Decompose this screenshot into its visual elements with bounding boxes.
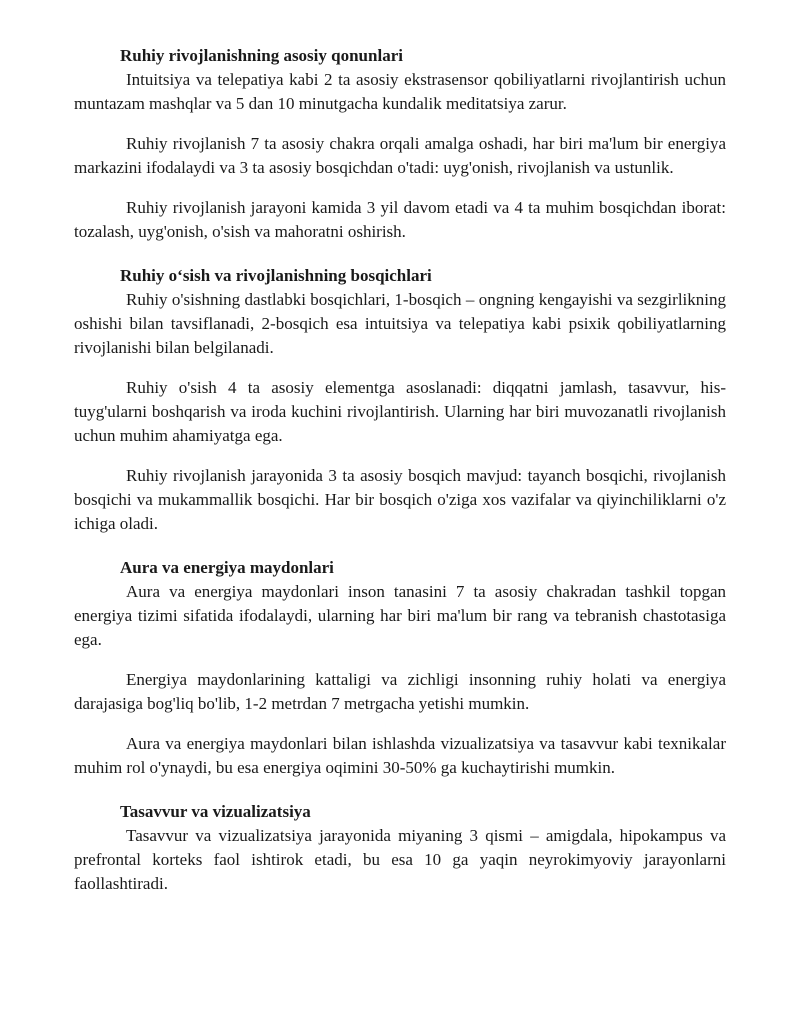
paragraph: Energiya maydonlarining kattaligi va zichligi insonning ruhiy holati va energiya darajasiga bog'liq bo'lib, 1-2 metrdan 7 metrgacha yetishi mumkin. (74, 670, 726, 713)
paragraph: Intuitsiya va telepatiya kabi 2 ta asosiy ekstrasensor qobiliyatlarni rivojlantirish uchun muntazam mashqlar va 5 dan 10 minutgacha kundalik meditatsiya zarur. (74, 70, 726, 113)
paragraph: Ruhiy o'sishning dastlabki bosqichlari, 1-bosqich – ongning kengayishi va sezgirlikning oshishi bilan tavsiflanadi, 2-bosqich esa intuitsiya va telepatiya kabi psixik qobiliyatlarning rivojlanishi bilan belgilanadi. (74, 290, 726, 357)
document-page (74, 44, 726, 912)
paragraph: Tasavvur va vizualizatsiya jarayonida miyaning 3 qismi – amigdala, hipokampus va prefrontal korteks faol ishtirok etadi, bu esa 10 ga yaqin neyrokimyoviy jarayonlarni faollashtiradi. (74, 826, 726, 893)
section-visualization (74, 800, 726, 896)
section-spiritual-laws (74, 44, 726, 244)
section-heading: Tasavvur va vizualizatsiya (120, 802, 311, 821)
section-aura-energy (74, 556, 726, 780)
paragraph: Aura va energiya maydonlari bilan ishlashda vizualizatsiya va tasavvur kabi texnikalar muhim rol o'ynaydi, bu esa energiya oqimini 30-50% ga kuchaytirishi mumkin. (74, 734, 726, 777)
section-growth-stages (74, 264, 726, 536)
paragraph: Ruhiy rivojlanish 7 ta asosiy chakra orqali amalga oshadi, har biri ma'lum bir energiya markazini ifodalaydi va 3 ta asosiy bosqichdan o'tadi: uyg'onish, rivojlanish va ustunlik. (74, 134, 726, 177)
section-heading: Ruhiy o‘sish va rivojlanishning bosqichlari (120, 266, 432, 285)
paragraph: Aura va energiya maydonlari inson tanasini 7 ta asosiy chakradan tashkil topgan energiya tizimi sifatida ifodalaydi, ularning har biri ma'lum bir rang va tebranish chastotasiga ega. (74, 582, 726, 649)
section-heading: Ruhiy rivojlanishning asosiy qonunlari (120, 46, 403, 65)
paragraph: Ruhiy o'sish 4 ta asosiy elementga asoslanadi: diqqatni jamlash, tasavvur, his-tuyg'ularni boshqarish va iroda kuchini rivojlantirish. Ularning har biri muvozanatli rivojlanish uchun muhim ahamiyatga ega. (74, 378, 726, 445)
section-heading: Aura va energiya maydonlari (120, 558, 334, 577)
paragraph: Ruhiy rivojlanish jarayoni kamida 3 yil davom etadi va 4 ta muhim bosqichdan iborat: tozalash, uyg'onish, o'sish va mahoratni oshirish. (74, 198, 726, 241)
paragraph: Ruhiy rivojlanish jarayonida 3 ta asosiy bosqich mavjud: tayanch bosqichi, rivojlanish bosqichi va mukammallik bosqichi. Har bir bosqich o'ziga xos vazifalar va qiyinchiliklarni o'z ichiga oladi. (74, 466, 726, 533)
